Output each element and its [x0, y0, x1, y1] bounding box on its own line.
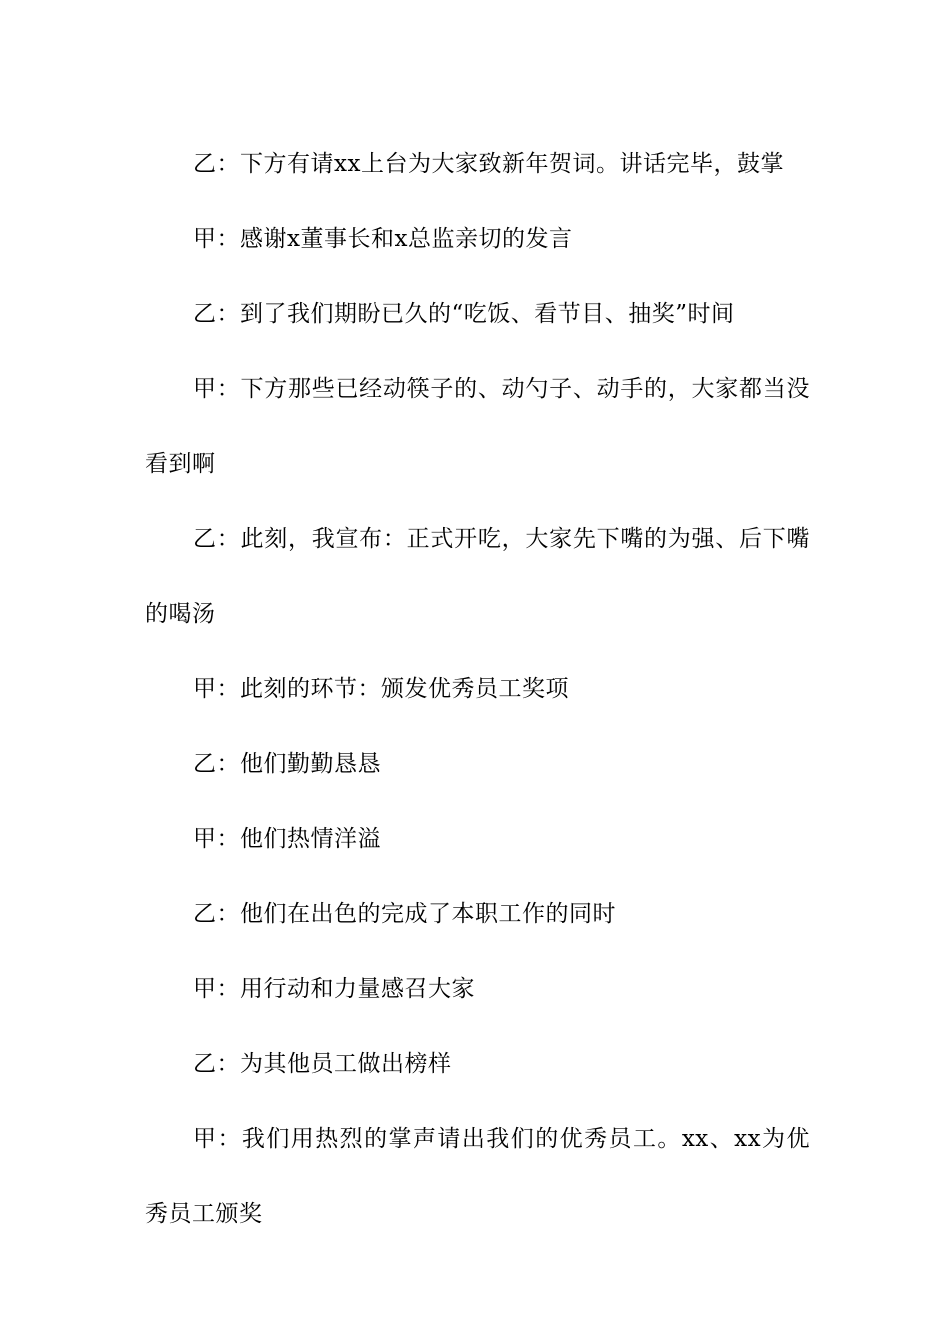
paragraph: 甲：用行动和力量感召大家	[193, 976, 475, 1002]
paragraph: 乙：此刻，我宣布：正式开吃，大家先下嘴的为强、后下嘴的喝汤	[145, 526, 810, 627]
paragraph: 甲：我们用热烈的掌声请出我们的优秀员工。xx、xx为优秀员工颁奖	[145, 1126, 810, 1227]
paragraph: 乙：他们勤勤恳恳	[193, 751, 381, 777]
paragraph: 甲：他们热情洋溢	[193, 826, 381, 852]
paragraph: 乙：为其他员工做出榜样	[193, 1051, 452, 1077]
paragraph: 甲：感谢x董事长和x总监亲切的发言	[193, 226, 573, 252]
paragraph: 甲：此刻的环节：颁发优秀员工奖项	[193, 676, 569, 702]
document-body	[145, 127, 810, 1252]
paragraph: 乙：到了我们期盼已久的“吃饭、看节目、抽奖”时间	[193, 301, 735, 327]
paragraph: 乙：他们在出色的完成了本职工作的同时	[193, 901, 616, 927]
paragraph: 甲：下方那些已经动筷子的、动勺子、动手的，大家都当没看到啊	[145, 376, 810, 477]
paragraph: 乙：下方有请xx上台为大家致新年贺词。讲话完毕，鼓掌	[193, 151, 784, 177]
